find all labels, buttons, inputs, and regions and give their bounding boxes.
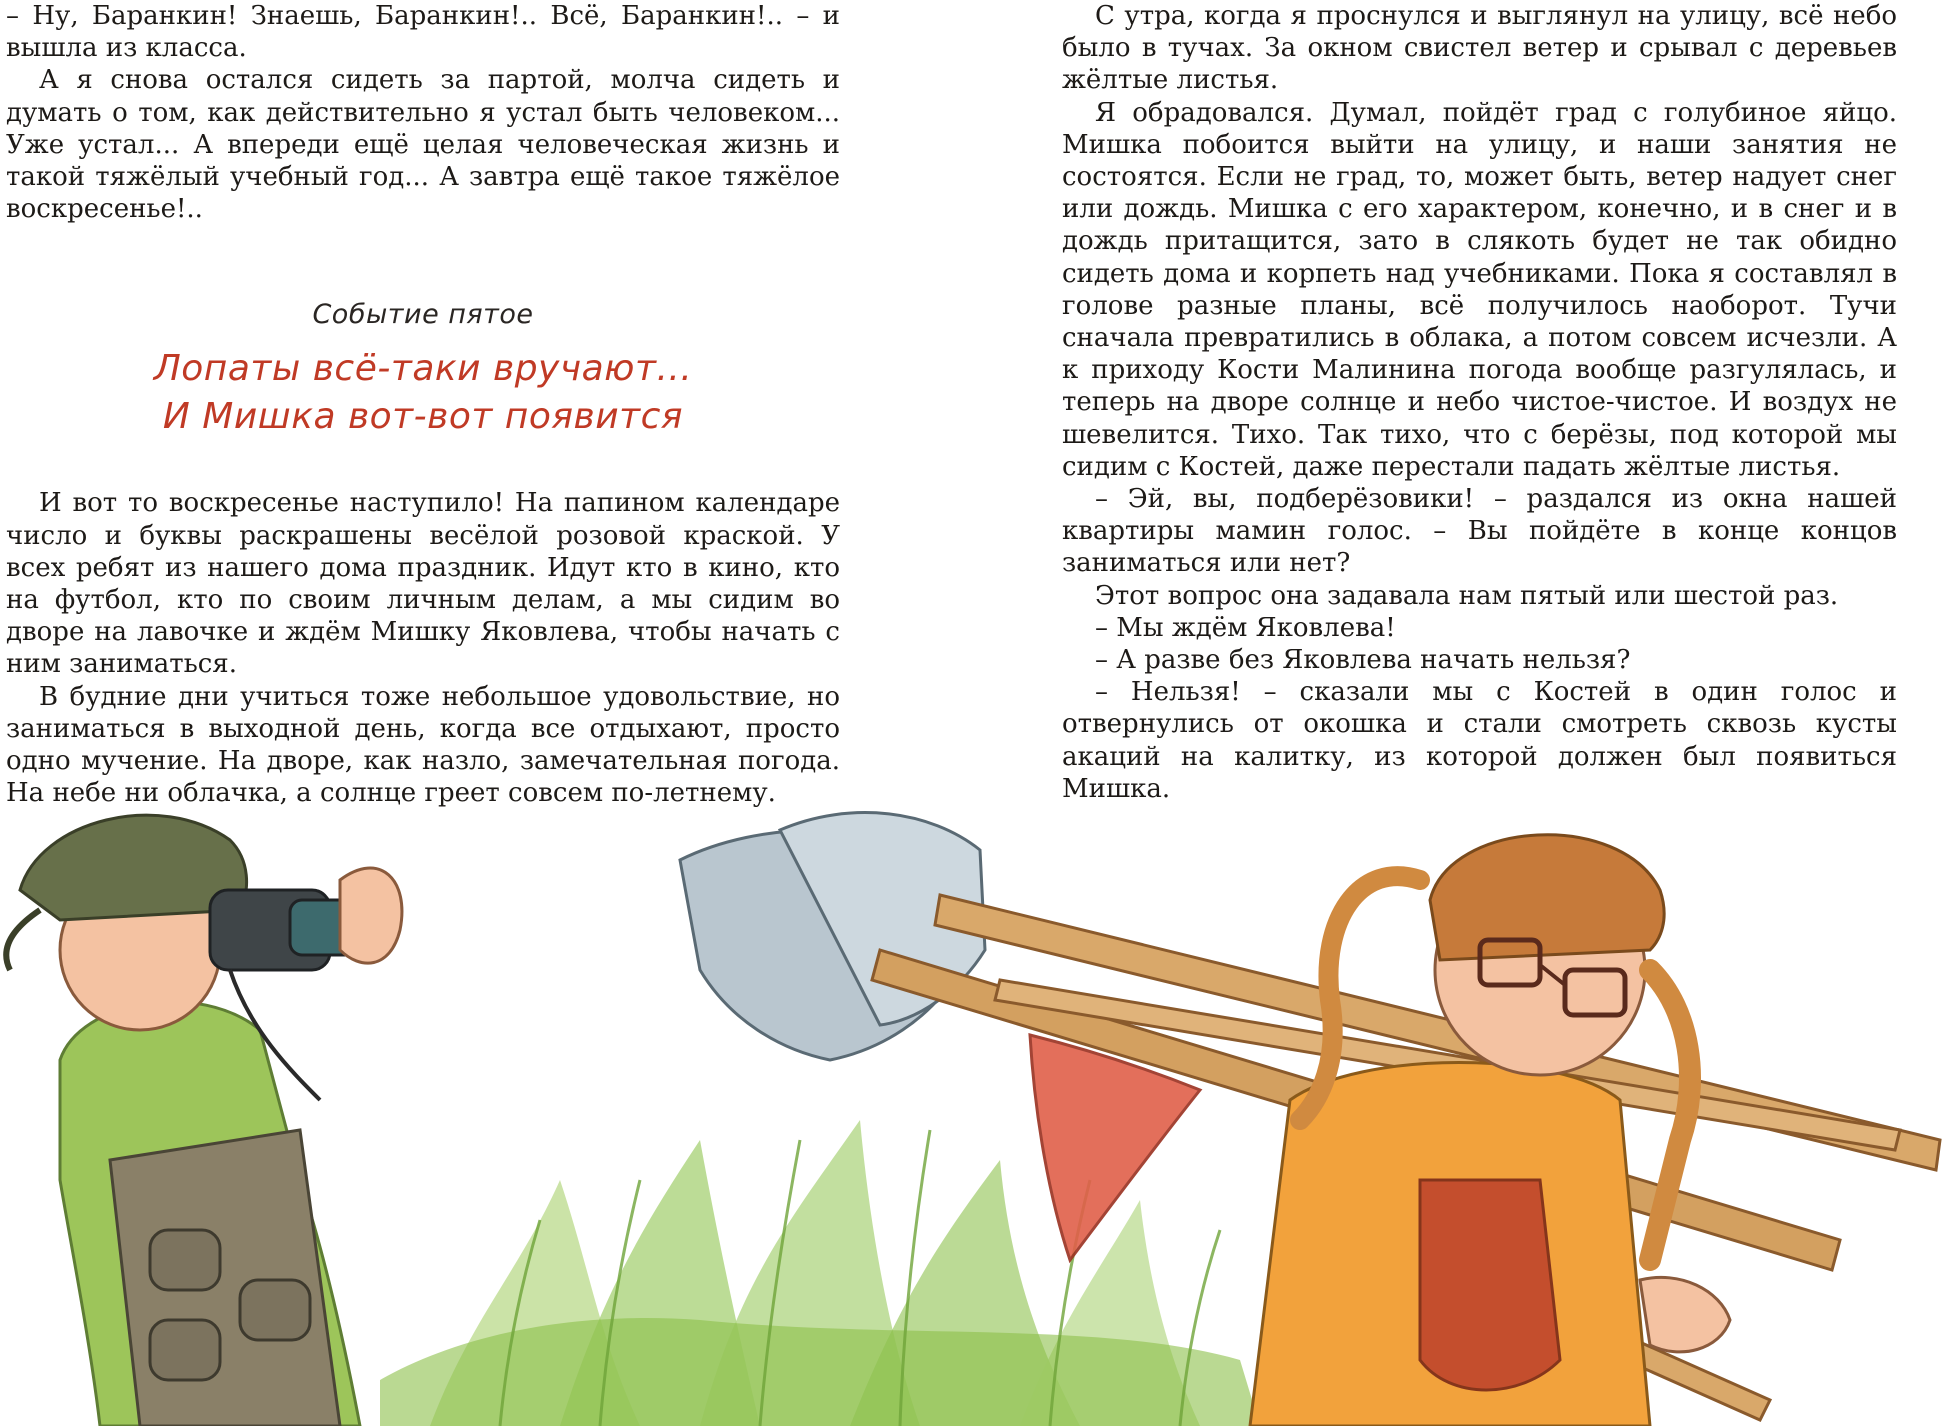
paragraph: С утра, когда я проснулся и выглянул на улицу, всё небо было в тучах. За окном свистел ветер и срывал с деревьев жёлтые листья.	[1062, 1, 1897, 96]
paragraph: – Ну, Баранкин! Знаешь, Баранкин!.. Всё, Баранкин!.. – и вышла из класса.	[6, 1, 840, 64]
watercolor-illustration	[0, 800, 1946, 1426]
paragraph: – Эй, вы, подберёзовики! – раздался из окна нашей квартиры мамин голос. – Вы пойдёте в конце концов заниматься или нет?	[1062, 484, 1897, 579]
paragraph: И вот то воскресенье наступило! На папином календаре число и буквы раскрашены весёлой розовой краской. У всех ребят из нашего дома праздник. Идут кто в кино, кто на футбол, кто по своим личным делам, а мы сидим во дворе на лавочке и ждём Мишку Яковлева, чтобы начать с ним заниматься.	[6, 488, 840, 680]
shovel-icon	[680, 813, 985, 1060]
left-text-column	[6, 0, 840, 809]
paragraph: – Нельзя! – сказали мы с Костей в один голос и отвернулись от окошка и стали смотреть сквозь кусты акаций на калитку, из которой должен был появиться Мишка.	[1062, 677, 1897, 804]
paragraph: В будние дни учиться тоже небольшое удовольствие, но заниматься в выходной день, когда все отдыхают, просто одно мучение. На дворе, как назло, замечательная погода. На небе ни облачка, а солнце греет совсем по-летнему.	[6, 681, 840, 809]
chapter-title	[6, 345, 840, 441]
paragraph: – Мы ждём Яковлева!	[1095, 612, 1396, 643]
girl-with-glasses-icon	[1250, 835, 1730, 1426]
paragraph: А я снова остался сидеть за партой, молча сидеть и думать о том, как действительно я устал быть человеком... Уже устал... А впереди ещё целая человеческая жизнь и такой тяжёлый учебный год... А завтра ещё такое тяжёлое воскресенье!..	[6, 65, 840, 225]
chapter-title-line: Лопаты всё-таки вручают...	[153, 348, 693, 390]
paragraph: – А разве без Яковлева начать нельзя?	[1095, 645, 1631, 676]
chapter-label: Событие пятое	[312, 299, 534, 331]
chapter-title-line: И Мишка вот-вот появится	[162, 396, 684, 438]
paragraph: Этот вопрос она задавала нам пятый или шестой раз.	[1095, 580, 1839, 611]
right-text-column	[1062, 0, 1897, 805]
paragraph: Я обрадовался. Думал, пойдёт град с голубиное яйцо. Мишка побоится выйти на улицу, и наши занятия не состоятся. Если не град, то, может быть, ветер надует снег или дождь. Мишка с его характером, конечно, и в снег и в дождь притащится, зато в слякоть будет не так обидно сидеть дома и корпеть над учебниками. Пока я составлял в голове разные планы, всё получилось наоборот. Тучи сначала превратились в облака, а потом совсем исчезли. А к приходу Кости Малинина погода вообще разгулялась, и теперь на дворе солнце и небо чистое-чистое. И воздух не шевелится. Тихо. Так тихо, что с берёзы, под которой мы сидим с Костей, даже перестали падать жёлтые листья.	[1062, 97, 1897, 482]
boy-with-camera-icon	[6, 815, 402, 1426]
